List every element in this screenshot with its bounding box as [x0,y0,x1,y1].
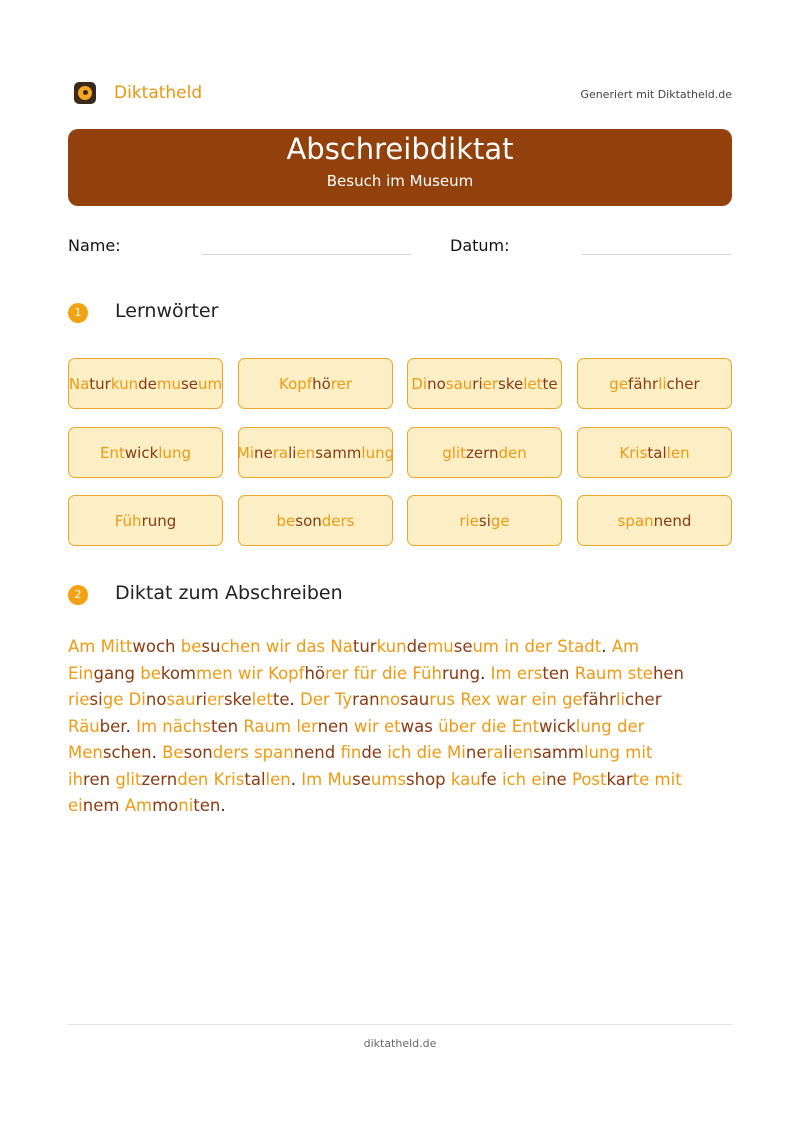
syllable: si [478,511,491,530]
syllable: hö [312,374,331,393]
dictation-line: Am Mittwoch besuchen wir das Naturkundemuseum in der Stadt. Am [68,637,640,656]
page-header [68,80,732,108]
syllable: li [288,443,297,462]
syllable: be [276,511,296,530]
syllable: rer [330,374,352,393]
learnword-box [407,427,562,478]
syllable: li [658,374,667,393]
dictation-line: Eingang bekommen wir Kopfhörer für die Führung. Im ersten Raum stehen [68,663,685,683]
syllable: Füh [114,511,142,530]
learnword-box [238,427,393,478]
syllable: te [542,374,558,393]
learnword-box [577,495,732,546]
syllable: er [482,374,499,393]
section-number-2: 2 [68,585,88,605]
generated-note: Generiert mit Diktatheld.de [580,88,732,101]
syllable: tur [89,374,111,393]
hero-logo-icon [74,82,96,104]
syllable: ske [498,374,524,393]
dictation-line: riesige Dinosaurierskelette. Der Tyrannosaurus Rex war ein gefährlicher [68,690,662,709]
syllable: lung [361,443,395,462]
syllable: se [180,374,199,393]
date-label: Datum: [450,236,510,255]
dictation-line: Menschen. Besonders spannend finde ich die Mineraliensammlung mit [68,743,653,762]
syllable: tal [647,443,667,462]
name-line [202,254,412,255]
learnword-box [577,358,732,409]
syllable: Kopf [279,374,313,393]
page-subtitle: Besuch im Museum [326,172,474,190]
syllable: ge [490,511,510,530]
learnword-box [577,427,732,478]
syllable: kun [110,374,139,393]
syllable: sau [445,374,473,393]
syllable: Di [411,374,428,393]
syllable: let [523,374,543,393]
brand-name: Diktatheld [114,83,203,103]
section-number-1: 1 [68,303,88,323]
syllable: len [666,443,690,462]
syllable: Ent [100,443,125,462]
title-banner [68,129,732,206]
syllable: zern [465,443,499,462]
dictation-text [68,634,736,820]
name-label: Name: [68,236,121,255]
syllable: rung [141,511,177,530]
syllable: lung [158,443,191,462]
syllable: wick [124,443,159,462]
syllable: Mi [236,443,254,462]
syllable: ne [253,443,273,462]
syllable: nend [653,511,692,530]
footer-divider [68,1024,732,1025]
syllable: glit [442,443,466,462]
date-line [582,254,732,255]
learnword-box [407,358,562,409]
learnword-box [407,495,562,546]
learnword-box [68,427,223,478]
page-title: Abschreibdiktat [286,132,514,166]
syllable: den [498,443,527,462]
learnword-box [238,495,393,546]
syllable: Na [68,374,90,393]
syllable: samm [315,443,362,462]
syllable: de [138,374,157,393]
syllable: ge [609,374,629,393]
syllable: fähr [628,374,659,393]
dictation-line: einem Ammoniten. [68,796,226,815]
dictation-line: ihren glitzernden Kristallen. Im Museumsshop kaufe ich eine Postkarte mit [68,769,682,789]
syllable: ders [321,511,355,530]
learnword-box [68,495,223,546]
syllable: rie [459,511,479,530]
syllable: ri [472,374,483,393]
section-title-learnwords: Lernwörter [115,300,219,322]
syllable: ra [272,443,289,462]
dictation-line: Räuber. Im nächsten Raum lernen wir etwas über die Entwicklung der [68,716,645,736]
syllable: cher [666,374,700,393]
syllable: span [617,511,654,530]
learnword-box [238,358,393,409]
section-title-dictation: Diktat zum Abschreiben [115,582,343,604]
syllable: en [296,443,316,462]
footer-url: diktatheld.de [363,1037,437,1050]
syllable: no [427,374,446,393]
syllable: Kris [619,443,648,462]
syllable: mu [156,374,181,393]
learnword-box [68,358,223,409]
syllable: um [198,374,223,393]
syllable: son [295,511,322,530]
